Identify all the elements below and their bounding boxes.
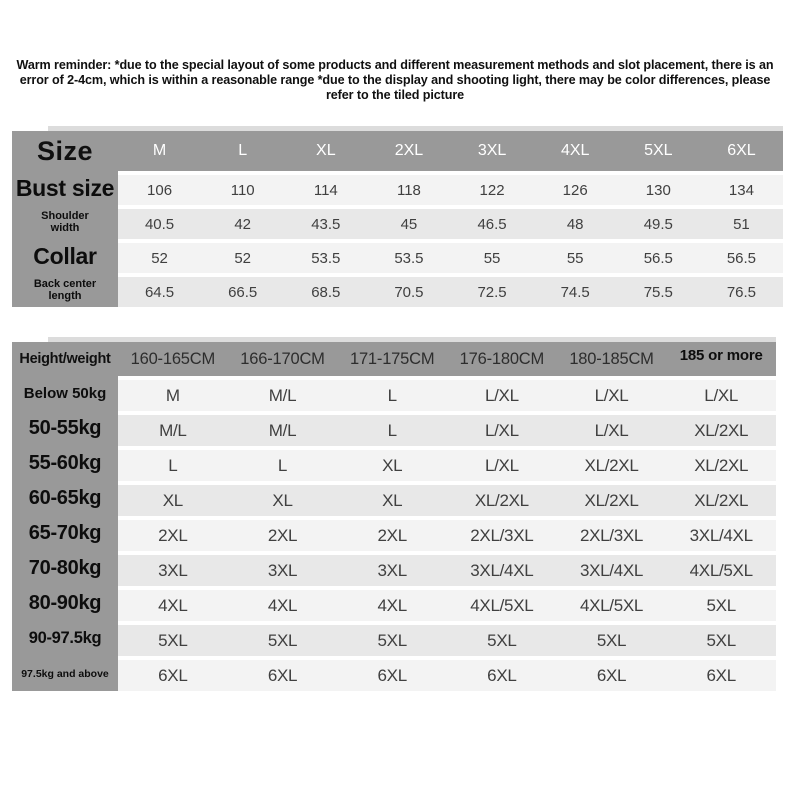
table-row xyxy=(118,660,776,691)
size-table-body xyxy=(12,171,783,307)
data-cell: 5XL xyxy=(706,595,736,615)
table-row xyxy=(118,243,783,273)
column-header: L xyxy=(238,142,248,160)
data-cell: XL/2XL xyxy=(694,490,749,510)
data-cell: 106 xyxy=(147,181,173,199)
data-cell: 4XL/5XL xyxy=(470,595,534,615)
data-cell: 5XL xyxy=(706,630,736,650)
data-cell: M/L xyxy=(159,420,187,440)
data-cell: 126 xyxy=(562,181,588,199)
data-cell: 3XL xyxy=(377,560,407,580)
data-cell: XL/2XL xyxy=(694,420,749,440)
row-label xyxy=(12,205,118,239)
row-label: 55-60kg xyxy=(28,452,102,475)
data-cell: 45 xyxy=(400,215,418,233)
data-cell: M xyxy=(165,385,180,405)
column-header: 4XL xyxy=(560,142,590,160)
column-header: 2XL xyxy=(394,142,424,160)
data-cell: L/XL xyxy=(484,455,519,475)
data-cell: 6XL xyxy=(158,665,188,685)
column-header: 176-180CM xyxy=(459,349,545,368)
size-table-header-row xyxy=(12,131,783,171)
column-header: 185 or more xyxy=(679,346,763,364)
data-cell: 130 xyxy=(645,181,671,199)
data-cell: 3XL xyxy=(267,560,298,580)
table-row xyxy=(118,380,776,411)
table-row xyxy=(118,625,776,656)
data-cell: 5XL xyxy=(377,630,407,650)
data-cell: L/XL xyxy=(594,420,629,440)
column-header: XL xyxy=(316,142,336,160)
column-header: 180-185CM xyxy=(569,349,654,368)
data-cell: XL/2XL xyxy=(694,455,749,475)
data-cell: L xyxy=(387,385,397,405)
data-cell: 43.5 xyxy=(311,215,341,233)
data-cell: 40.5 xyxy=(144,215,175,233)
data-cell: XL xyxy=(382,455,403,475)
height-weight-header-row xyxy=(12,342,776,376)
data-cell: L/XL xyxy=(704,385,739,405)
data-cell: XL/2XL xyxy=(474,490,529,510)
data-cell: 134 xyxy=(728,181,754,199)
warm-reminder: Warm reminder: *due to the special layout of some products and different measurement methods and slot placement, there is an error of 2-4cm, which is within a reasonable range *due to the display and shooting light, there may be color differences, please refer to the tiled picture xyxy=(16,58,774,103)
data-cell: 49.5 xyxy=(643,215,673,233)
data-cell: L xyxy=(168,455,178,475)
data-cell: XL xyxy=(382,490,403,510)
data-cell: 4XL xyxy=(377,595,407,615)
column-header: M xyxy=(152,142,167,160)
data-cell: L/XL xyxy=(484,385,519,405)
data-cell: 64.5 xyxy=(144,283,175,301)
data-cell: L xyxy=(387,420,397,440)
size-table-corner-label: Size xyxy=(36,135,94,166)
data-cell: 3XL/4XL xyxy=(689,525,753,545)
data-cell: 110 xyxy=(230,181,255,199)
height-weight-table-body xyxy=(12,376,776,691)
data-cell: 2XL xyxy=(377,525,407,545)
size-table-label-column xyxy=(12,171,118,307)
row-label: 97.5kg and above xyxy=(21,667,109,680)
data-cell: 56.5 xyxy=(726,249,757,267)
data-cell: 5XL xyxy=(158,630,188,650)
data-cell: 70.5 xyxy=(394,283,424,301)
column-header: 5XL xyxy=(644,142,673,160)
data-cell: 48 xyxy=(566,215,584,233)
table-row xyxy=(118,175,783,205)
row-label: 70-80kg xyxy=(28,557,102,580)
data-cell: 74.5 xyxy=(560,283,590,301)
data-cell: XL/2XL xyxy=(584,455,639,475)
data-cell: M/L xyxy=(268,385,297,405)
data-cell: 122 xyxy=(479,181,505,199)
data-cell: 66.5 xyxy=(228,283,258,301)
data-cell: XL xyxy=(272,490,293,510)
column-header: 166-170CM xyxy=(240,349,325,368)
row-label: 60-65kg xyxy=(28,487,102,510)
data-cell: 6XL xyxy=(596,665,627,685)
row-label: 80-90kg xyxy=(28,592,102,615)
data-cell: 4XL xyxy=(267,595,298,615)
data-cell: 42 xyxy=(234,215,252,233)
data-cell: XL/2XL xyxy=(584,490,639,510)
table-row xyxy=(118,520,776,551)
row-label: Collar xyxy=(33,242,97,269)
data-cell: 114 xyxy=(313,181,338,199)
row-label: 65-70kg xyxy=(28,522,102,545)
data-cell: 2XL xyxy=(158,525,188,545)
data-cell: M/L xyxy=(268,420,297,440)
data-cell: 68.5 xyxy=(311,283,341,301)
height-weight-data-area xyxy=(118,376,776,691)
table-row xyxy=(118,555,776,586)
data-cell: 4XL/5XL xyxy=(579,595,644,615)
data-cell: 5XL xyxy=(487,630,517,650)
size-table-data-area xyxy=(118,171,783,307)
data-cell: 6XL xyxy=(706,665,736,685)
data-cell: 5XL xyxy=(596,630,627,650)
data-cell: 5XL xyxy=(267,630,298,650)
data-cell: 2XL/3XL xyxy=(470,525,534,545)
data-cell: 46.5 xyxy=(477,215,507,233)
data-cell: 2XL/3XL xyxy=(579,525,644,545)
data-cell: 2XL xyxy=(267,525,298,545)
column-header: 171-175CM xyxy=(349,349,435,368)
table-row xyxy=(118,450,776,481)
size-table xyxy=(12,126,783,307)
data-cell: 53.5 xyxy=(394,249,424,267)
data-cell: 4XL xyxy=(158,595,188,615)
data-cell: 53.5 xyxy=(311,249,341,267)
row-label: Below 50kg xyxy=(23,385,107,403)
size-chart-page xyxy=(0,58,790,806)
data-cell: 52 xyxy=(234,249,252,267)
data-cell: 6XL xyxy=(487,665,517,685)
data-cell: 72.5 xyxy=(477,283,507,301)
data-cell: 6XL xyxy=(267,665,298,685)
data-cell: 6XL xyxy=(377,665,407,685)
data-cell: XL xyxy=(162,490,183,510)
data-cell: 55 xyxy=(566,249,584,267)
data-cell: 51 xyxy=(733,215,750,233)
row-label-text: Back center length xyxy=(33,278,97,303)
data-cell: 3XL/4XL xyxy=(470,560,534,580)
row-label-text: Shoulder width xyxy=(41,210,89,235)
data-cell: 3XL xyxy=(158,560,188,580)
data-cell: L/XL xyxy=(484,420,519,440)
height-weight-table xyxy=(12,337,776,691)
data-cell: 76.5 xyxy=(726,283,757,301)
data-cell: 118 xyxy=(396,181,421,199)
data-cell: L/XL xyxy=(594,385,629,405)
column-header: 6XL xyxy=(727,142,756,160)
row-label: 50-55kg xyxy=(28,417,102,440)
data-cell: 75.5 xyxy=(643,283,673,301)
row-label xyxy=(12,273,118,307)
data-cell: L xyxy=(277,455,288,475)
row-label: 90-97.5kg xyxy=(28,629,102,648)
column-header: 3XL xyxy=(477,142,507,160)
table-row xyxy=(118,415,776,446)
table-row xyxy=(118,209,783,239)
column-header: 160-165CM xyxy=(130,349,216,368)
table-row xyxy=(118,277,783,307)
data-cell: 3XL/4XL xyxy=(579,560,644,580)
data-cell: 52 xyxy=(151,249,168,267)
data-cell: 4XL/5XL xyxy=(689,560,753,580)
data-cell: 56.5 xyxy=(643,249,673,267)
height-weight-corner-label: Height/weight xyxy=(19,351,111,368)
height-weight-label-column xyxy=(12,376,118,691)
data-cell: 55 xyxy=(483,249,501,267)
table-row xyxy=(118,590,776,621)
row-label: Bust size xyxy=(15,174,115,201)
table-row xyxy=(118,485,776,516)
